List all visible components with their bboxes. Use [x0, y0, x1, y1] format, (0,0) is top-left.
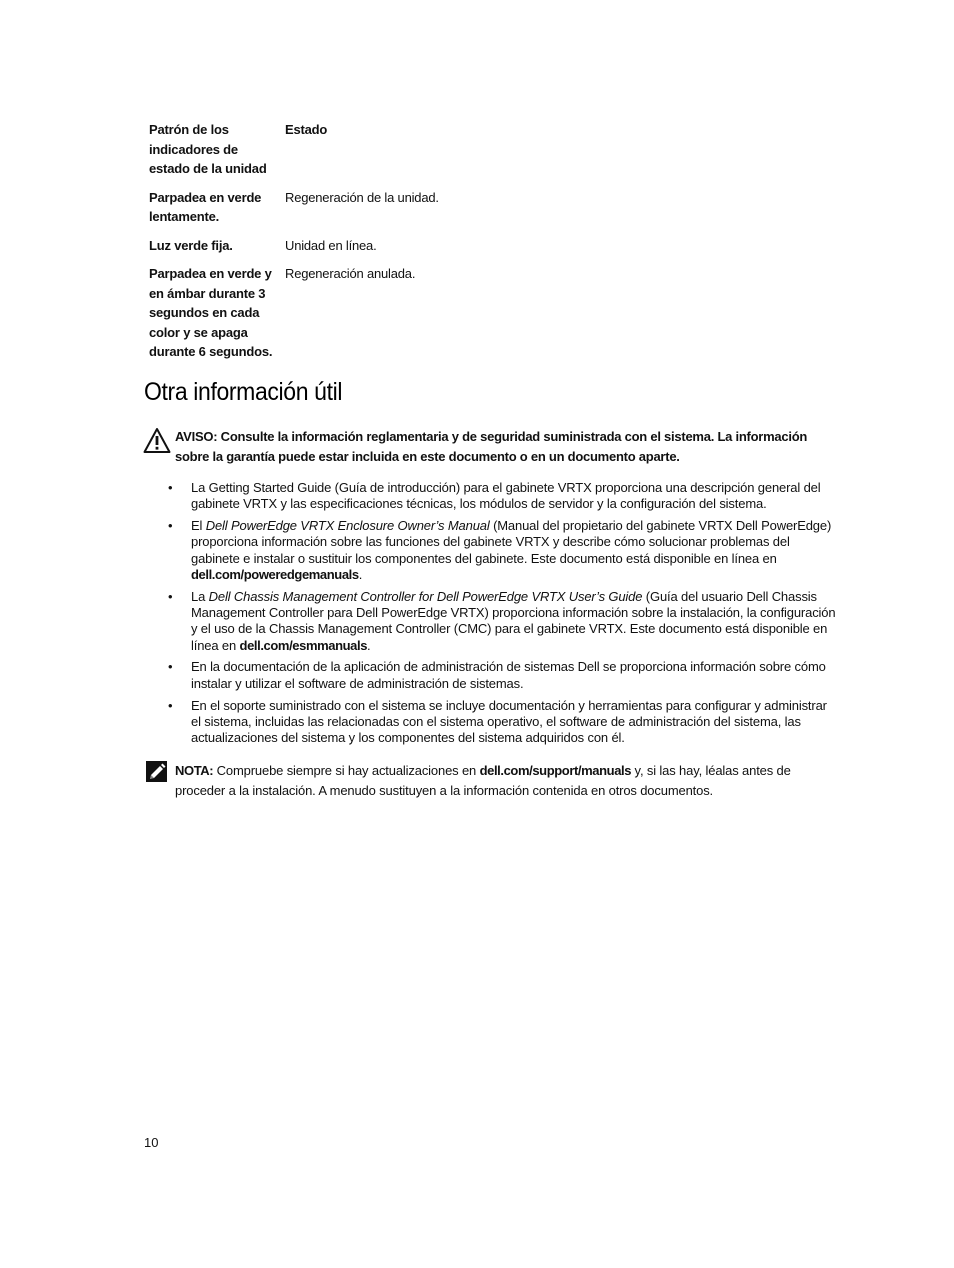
note-pencil-icon	[139, 761, 175, 783]
list-item-text-pre: La	[191, 588, 209, 604]
poweredge-manuals-link[interactable]: dell.com/poweredgemanuals	[191, 566, 359, 582]
table-cell-status: Regeneración anulada.	[285, 266, 416, 281]
list-item-text-end: .	[358, 566, 363, 582]
table-cell-pattern: Parpadea en verde y en ámbar durante 3 segundos en cada color y se apaga durante 6 segundos.	[149, 266, 273, 359]
bullet-mark: •	[168, 588, 173, 604]
table-row	[149, 236, 709, 256]
list-item-text-post: (Guía del usuario Dell Chassis Management Controller para Dell PowerEdge VRTX) proporciona información sobre la instalación, la configuración y el uso de la Chassis Management Controller (CMC) para el gabinete VRTX. Este documento está disponible en línea en	[191, 588, 836, 653]
table-row	[149, 264, 709, 362]
list-item	[168, 589, 840, 654]
useful-info-list	[168, 480, 840, 752]
note-text	[175, 761, 839, 801]
table-cell-pattern: Luz verde fija.	[149, 237, 233, 253]
list-item-text-post: (Manual del propietario del gabinete VRTX Dell PowerEdge) proporciona información sobre las funciones del gabinete VRTX y describe cómo solucionar problemas del gabinete e instalar o sustituir los componentes del gabinete. Este documento está disponible en línea en	[191, 518, 832, 566]
list-item	[168, 659, 840, 692]
warning-text: AVISO: Consulte la información reglamentaria y de seguridad suministrada con el sistema. La información sobre la garantía puede estar incluida en este documento o en un documento aparte.	[175, 429, 808, 464]
support-manuals-link[interactable]: dell.com/support/manuals	[479, 763, 632, 778]
list-item-text: En la documentación de la aplicación de administración de sistemas Dell se proporciona información sobre cómo instalar y utilizar el software de administración de sistemas.	[191, 659, 826, 691]
drive-status-table	[149, 120, 709, 371]
section-title: Otra información útil	[144, 378, 343, 406]
warning-triangle-icon	[139, 427, 175, 455]
guide-title: Dell Chassis Management Controller for Dell PowerEdge VRTX User’s Guide	[208, 588, 643, 604]
list-item-text: La Getting Started Guide (Guía de introducción) para el gabinete VRTX proporciona una descripción general del gabinete VRTX y las especificaciones técnicas, los módulos de servidor y la configuración del sistema.	[191, 480, 821, 512]
bullet-mark: •	[168, 518, 173, 534]
bullet-mark: •	[168, 659, 173, 675]
list-item-text: En el soporte suministrado con el sistema se incluye documentación y herramientas para configurar y administrar el sistema, incluidas las relacionadas con el sistema operativo, el software de administración del sistema, las actualizaciones del sistema y los componentes del sistema adquiridos con él.	[191, 697, 827, 746]
table-header-row	[149, 120, 709, 179]
table-header-pattern: Patrón de los indicadores de estado de la unidad	[149, 122, 267, 176]
bullet-mark: •	[168, 697, 173, 713]
list-item-text-end: .	[367, 637, 371, 653]
page-number: 10	[144, 1135, 159, 1150]
note-box	[139, 761, 839, 801]
table-cell-status: Regeneración de la unidad.	[285, 189, 439, 205]
note-text-post: y, si las hay, léalas antes de proceder a la instalación. A menudo sustituyen a la información contenida en otros documentos.	[175, 763, 791, 798]
list-item	[168, 480, 840, 513]
bullet-mark: •	[168, 480, 173, 495]
list-item	[168, 698, 840, 747]
list-item	[168, 518, 840, 583]
table-cell-pattern: Parpadea en verde lentamente.	[149, 189, 262, 224]
note-label: NOTA:	[175, 763, 214, 778]
note-text-pre: Compruebe siempre si hay actualizaciones en	[213, 763, 480, 778]
table-header-status: Estado	[285, 122, 328, 137]
table-cell-status: Unidad en línea.	[285, 237, 377, 253]
manual-title: Dell PowerEdge VRTX Enclosure Owner’s Manual	[205, 518, 490, 534]
warning-notice	[139, 427, 839, 467]
list-item-text-pre: El	[191, 518, 206, 534]
esm-manuals-link[interactable]: dell.com/esmmanuals	[239, 637, 368, 653]
table-row	[149, 188, 709, 227]
